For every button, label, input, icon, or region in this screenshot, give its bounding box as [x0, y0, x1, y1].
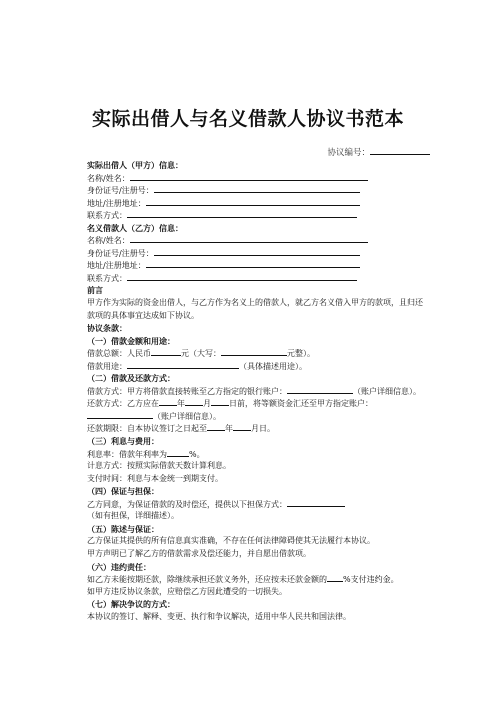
text: 还款方式：乙方应在: [87, 399, 159, 409]
preamble-text: 甲方作为实际的资金出借人，与乙方作为名义上的借款人，就乙方名义借入甲方的款项，且归还款项的具体事宜达成如下协议。: [87, 298, 423, 320]
section-3-heading: （三）利息与费用：: [87, 436, 159, 447]
loan-amount-row: [87, 347, 427, 360]
interest-calc-row: 计息方式：按照实际借款天数计算利息。: [87, 461, 231, 471]
section-6-heading: （六）违约责任：: [87, 561, 151, 572]
text: 月: [203, 399, 211, 409]
guarantee-row-2: （如有担保，详细描述）。: [87, 511, 179, 521]
text: 日。: [259, 424, 275, 434]
party-b-address-blank[interactable]: [146, 259, 360, 268]
section-4-heading: （四）保证与担保：: [87, 486, 159, 497]
section-5-heading: （五）陈述与保证：: [87, 523, 159, 534]
purpose-blank[interactable]: [127, 360, 239, 369]
amount-blank[interactable]: [151, 347, 181, 356]
contract-number-label: 协议编号：: [327, 148, 370, 158]
guarantee-blank[interactable]: [287, 498, 345, 507]
text: 元（大写：: [181, 349, 221, 359]
document-body: [87, 159, 427, 623]
party-a-heading: 实际出借人（甲方）信息：: [87, 160, 183, 170]
party-a-name-row: [87, 172, 427, 185]
warranty-line-1: 乙方保证其提供的所有信息真实准确，不存在任何法律障碍使其无法履行本协议。: [87, 536, 375, 546]
text: 还款期限：自本协议签订之日起至: [87, 424, 207, 434]
field-label: 身份证号/注册号：: [87, 248, 154, 258]
amount-words-blank[interactable]: [221, 347, 287, 356]
field-label: 地址/注册地址：: [87, 198, 146, 208]
dispute-line-1: 本协议的签订、解释、变更、执行和争议解决，适用中华人民共和国法律。: [87, 611, 351, 621]
document-title: 实际出借人与名义借款人协议书范本: [91, 108, 404, 130]
year-blank[interactable]: [159, 397, 177, 406]
party-b-name-row: [87, 234, 427, 247]
interest-pay-row: 支付时间：利息与本金统一到期支付。: [87, 473, 223, 483]
interest-rate-row: [87, 448, 427, 461]
warranty-line-2: 甲方声明已了解乙方的借款需求及偿还能力，并自愿出借款项。: [87, 548, 311, 558]
penalty-rate-blank[interactable]: [327, 573, 343, 582]
party-b-heading: 名义借款人（乙方）信息：: [87, 222, 183, 233]
text: 年: [177, 399, 185, 409]
text: 借款方式：甲方将借款直接转账至乙方指定的银行账户：: [87, 386, 287, 396]
term-month-blank[interactable]: [233, 422, 251, 431]
party-b-id-blank[interactable]: [154, 247, 360, 256]
section-1-heading: （一）借款金额和用途：: [87, 335, 175, 346]
contract-number-blank[interactable]: [370, 146, 430, 155]
day-blank[interactable]: [211, 397, 229, 406]
text: 利息率：借款年利率为: [87, 449, 167, 459]
party-b-contact-blank[interactable]: [127, 272, 357, 281]
field-label: 身份证号/注册号：: [87, 186, 154, 196]
party-b-id-row: [87, 247, 427, 260]
text: 乙方同意，为保证借款的及时偿还，提供以下担保方式：: [87, 499, 287, 509]
text: 借款总额：人民币: [87, 349, 151, 359]
repay-method-row: [87, 397, 427, 410]
loan-method-row: [87, 385, 427, 398]
bank-account-blank[interactable]: [287, 385, 353, 394]
text: （具体描述用途）。: [239, 361, 307, 371]
text: 如乙方未能按期还款，除继续承担还款义务外，还应按未还款金额的: [87, 575, 327, 585]
text: 日前，将等额资金汇还至甲方指定账户：: [229, 399, 373, 409]
preamble-heading: 前言: [87, 285, 103, 296]
section-7-heading: （七）解决争议的方式：: [87, 599, 175, 610]
rate-blank[interactable]: [167, 448, 189, 457]
party-a-address-blank[interactable]: [146, 197, 360, 206]
loan-purpose-row: [87, 360, 427, 373]
text: 月: [251, 424, 259, 434]
text: %。: [189, 449, 205, 459]
text: %支付违约金。: [343, 575, 399, 585]
text: 借款用途：: [87, 361, 127, 371]
party-a-address-row: [87, 197, 427, 210]
guarantee-row: [87, 498, 427, 511]
repay-term-row: [87, 422, 427, 435]
breach-line-1: [87, 573, 427, 586]
section-2-heading: （二）借款及还款方式：: [87, 373, 175, 384]
text: 元整）。: [287, 349, 315, 359]
party-a-id-row: [87, 184, 427, 197]
terms-heading: 协议条款：: [87, 323, 127, 334]
term-year-blank[interactable]: [207, 422, 225, 431]
field-label: 地址/注册地址：: [87, 261, 146, 271]
breach-line-2: 如甲方违反协议条款，应赔偿乙方因此遭受的一切损失。: [87, 586, 287, 596]
field-label: 联系方式：: [87, 273, 127, 283]
party-b-name-blank[interactable]: [130, 234, 368, 243]
party-a-id-blank[interactable]: [154, 184, 360, 193]
repay-account-blank[interactable]: [87, 410, 153, 419]
field-label: 名称/姓名：: [87, 236, 130, 246]
party-a-contact-row: [87, 209, 427, 222]
repay-account-row: [87, 410, 427, 423]
field-label: 联系方式：: [87, 211, 127, 221]
text: 年: [225, 424, 233, 434]
party-a-name-blank[interactable]: [130, 172, 368, 181]
party-a-contact-blank[interactable]: [127, 209, 357, 218]
contract-number: [327, 146, 430, 158]
month-blank[interactable]: [185, 397, 203, 406]
field-label: 名称/姓名：: [87, 173, 130, 183]
party-b-address-row: [87, 259, 427, 272]
text: （账户详细信息）。: [353, 386, 421, 396]
party-b-contact-row: [87, 272, 427, 285]
text: （账户详细信息）。: [153, 411, 221, 421]
